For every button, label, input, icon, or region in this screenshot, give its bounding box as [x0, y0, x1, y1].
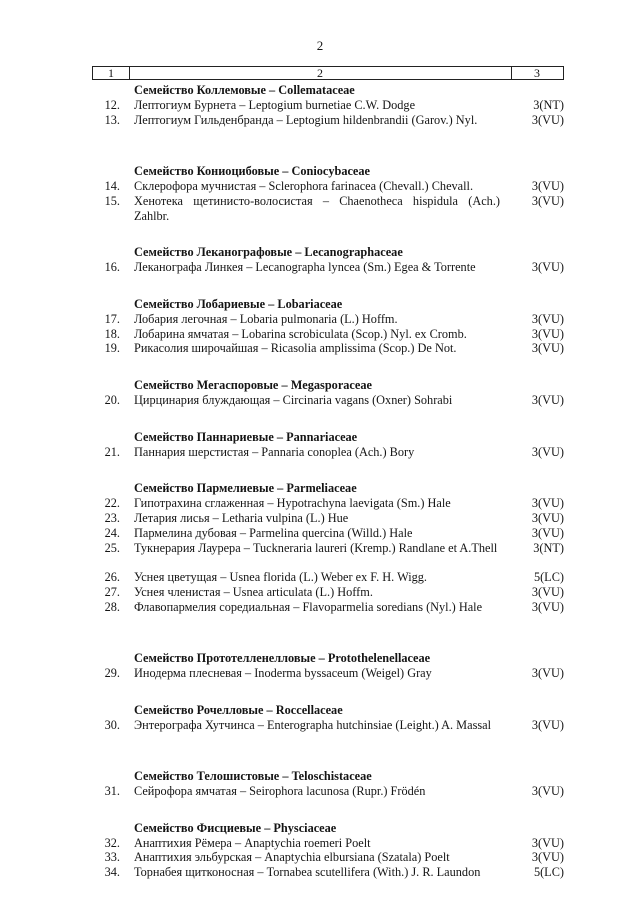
- species-number: 13.: [104, 112, 120, 127]
- species-status: 3(VU): [531, 835, 564, 850]
- family-heading-row: [0, 821, 640, 836]
- species-row: [0, 865, 640, 895]
- header-col-3: 3: [534, 66, 540, 80]
- species-row: [0, 541, 640, 571]
- species-status: 5(LC): [533, 570, 564, 585]
- family-title: Семейство Фисциевые – Physciaceae: [134, 820, 337, 835]
- species-row: [0, 570, 640, 585]
- species-row: [0, 850, 640, 865]
- family-title: Семейство Прототелленелловые – Protothelenellaceae: [134, 651, 431, 666]
- species-status: 3(VU): [531, 510, 564, 525]
- species-number: 25.: [104, 540, 120, 555]
- family-heading-row: [0, 297, 640, 312]
- species-status: 3(NT): [533, 540, 564, 555]
- section-spacer: [0, 681, 640, 703]
- species-number: 28.: [104, 599, 120, 614]
- header-col-2: 2: [129, 67, 512, 79]
- species-name: Лобарина ямчатая – Lobarina scrobiculata (Scop.) Nyl. ex Cromb.: [134, 326, 467, 341]
- species-row: [0, 836, 640, 851]
- species-number: 19.: [104, 341, 120, 356]
- species-status: 3(VU): [531, 496, 564, 511]
- page-number: 2: [316, 38, 324, 53]
- species-number: 18.: [104, 326, 120, 341]
- species-row: [0, 393, 640, 408]
- species-number: 30.: [104, 717, 120, 732]
- species-row: [0, 600, 640, 630]
- table-header: [92, 66, 564, 80]
- species-row: [0, 666, 640, 681]
- species-name: Склерофора мучнистая – Sclerophora farinacea (Chevall.) Chevall.: [134, 178, 474, 193]
- species-number: 16.: [104, 260, 120, 275]
- family-title: Семейство Паннариевые – Pannariaceae: [134, 429, 358, 444]
- family-heading-row: [0, 703, 640, 718]
- species-status: 3(VU): [531, 784, 564, 799]
- family-heading-row: [0, 378, 640, 393]
- species-status: 3(VU): [531, 666, 564, 681]
- species-name: Леканографа Линкея – Lecanographa lyncea (Sm.) Egea & Torrente: [134, 260, 476, 275]
- species-number: 26.: [104, 570, 120, 585]
- section-spacer: [0, 459, 640, 481]
- species-number: 24.: [104, 525, 120, 540]
- species-row: [0, 585, 640, 600]
- species-row: [0, 260, 640, 275]
- species-status: 3(VU): [531, 525, 564, 540]
- family-heading-row: [0, 769, 640, 784]
- family-title: Семейство Леканографовые – Lecanographaceae: [134, 245, 403, 260]
- species-name: Уснея членистая – Usnea articulata (L.) Hoffm.: [134, 584, 373, 599]
- species-row: [0, 341, 640, 356]
- family-heading-row: [0, 651, 640, 666]
- family-heading-row: [0, 430, 640, 445]
- species-status: 3(VU): [531, 112, 564, 127]
- species-status: 3(VU): [531, 584, 564, 599]
- species-name: Рикасолия широчайшая – Ricasolia amplissima (Scop.) De Not.: [134, 341, 457, 356]
- species-status: 3(VU): [531, 311, 564, 326]
- species-name: Летария лисья – Letharia vulpina (L.) Hue: [134, 510, 349, 525]
- species-row: [0, 98, 640, 113]
- species-number: 31.: [104, 784, 120, 799]
- species-name: Торнабея щитконосная – Tornabea scutellifera (With.) J. R. Laundon: [134, 865, 481, 880]
- family-heading-row: [0, 164, 640, 179]
- species-status: 5(LC): [533, 865, 564, 880]
- species-name: Инодерма плесневая – Inoderma byssaceum (Weigel) Gray: [134, 666, 432, 681]
- species-number: 14.: [104, 178, 120, 193]
- family-heading-row: [0, 481, 640, 496]
- species-row: [0, 312, 640, 327]
- family-title: Семейство Кониоцибовые – Coniocybaceae: [134, 164, 371, 179]
- species-row: [0, 445, 640, 460]
- species-name: Пармелина дубовая – Parmelina quercina (Willd.) Hale: [134, 525, 413, 540]
- section-spacer: [0, 356, 640, 378]
- species-number: 29.: [104, 666, 120, 681]
- species-name: Лептогиум Бурнета – Leptogium burnetiae C.W. Dodge: [134, 97, 416, 112]
- header-col-1: 1: [93, 67, 130, 79]
- species-number: 21.: [104, 444, 120, 459]
- species-name: Тукнерария Лаурера – Tuckneraria laureri (Kremp.) Randlane et A.Thell: [134, 540, 498, 555]
- species-name: Анаптихия эльбурская – Anaptychia elbursiana (Szatala) Poelt: [134, 850, 450, 865]
- species-status: 3(VU): [531, 850, 564, 865]
- family-heading-row: [0, 245, 640, 260]
- species-number: 33.: [104, 850, 120, 865]
- species-number: 22.: [104, 496, 120, 511]
- species-row: [0, 718, 640, 748]
- section-spacer: [0, 275, 640, 297]
- family-title: Семейство Коллемовые – Collemataceae: [134, 83, 355, 97]
- species-row: [0, 194, 640, 224]
- family-title: Семейство Пармелиевые – Parmeliaceae: [134, 481, 357, 496]
- species-row: [0, 113, 640, 143]
- species-status: 3(VU): [531, 326, 564, 341]
- species-status: 3(NT): [533, 97, 564, 112]
- species-number: 15.: [104, 193, 120, 208]
- species-status: 3(VU): [531, 193, 564, 208]
- species-number: 12.: [104, 97, 120, 112]
- species-row: [0, 179, 640, 194]
- species-status: 3(VU): [531, 341, 564, 356]
- species-number: 34.: [104, 865, 120, 880]
- species-status: 3(VU): [531, 178, 564, 193]
- species-status: 3(VU): [531, 717, 564, 732]
- section-spacer: [0, 799, 640, 821]
- species-name: Уснея цветущая – Usnea florida (L.) Weber ex F. H. Wigg.: [134, 570, 427, 585]
- species-name: Лептогиум Гильденбранда – Leptogium hildenbrandii (Garov.) Nyl.: [134, 112, 478, 127]
- section-spacer: [0, 223, 640, 245]
- section-spacer: [0, 747, 640, 769]
- species-name: Паннария шерстистая – Pannaria conoplea (Ach.) Bory: [134, 444, 415, 459]
- section-spacer: [0, 629, 640, 651]
- species-status: 3(VU): [531, 599, 564, 614]
- species-number: 20.: [104, 392, 120, 407]
- species-name: Энтерографа Хутчинса – Enterographa hutchinsiae (Leight.) A. Massal: [134, 717, 492, 732]
- species-row: [0, 784, 640, 799]
- family-title: Семейство Мегаспоровые – Megasporaceae: [134, 378, 372, 393]
- species-status: 3(VU): [531, 392, 564, 407]
- species-status: 3(VU): [531, 444, 564, 459]
- species-number: 17.: [104, 311, 120, 326]
- species-name: Цирцинария блуждающая – Circinaria vagans (Oxner) Sohrabi: [134, 392, 453, 407]
- family-title: Семейство Рочелловые – Roccellaceae: [134, 702, 343, 717]
- species-name: Хенотека щетинисто-волосистая – Chaenotheca hispidula (Ach.) Zahlbr.: [134, 193, 500, 223]
- species-row: [0, 327, 640, 342]
- species-status: 3(VU): [531, 260, 564, 275]
- species-number: 27.: [104, 584, 120, 599]
- section-spacer: [0, 408, 640, 430]
- species-number: 23.: [104, 510, 120, 525]
- family-title: Семейство Телошистовые – Teloschistaceae: [134, 769, 372, 784]
- species-row: [0, 526, 640, 541]
- species-name: Флавопармелия соредиальная – Flavoparmelia soredians (Nyl.) Hale: [134, 599, 483, 614]
- species-list: [0, 83, 640, 895]
- species-row: [0, 511, 640, 526]
- species-name: Гипотрахина сглаженная – Hypotrachyna laevigata (Sm.) Hale: [134, 496, 451, 511]
- section-spacer: [0, 142, 640, 164]
- species-row: [0, 496, 640, 511]
- family-title: Семейство Лобариевые – Lobariaceae: [134, 296, 343, 311]
- family-heading-row: [0, 83, 640, 98]
- species-name: Анаптихия Рёмера – Anaptychia roemeri Poelt: [134, 835, 371, 850]
- species-name: Лобария легочная – Lobaria pulmonaria (L.) Hoffm.: [134, 311, 398, 326]
- species-name: Сейрофора ямчатая – Seirophora lacunosa (Rupr.) Frödén: [134, 784, 426, 799]
- species-number: 32.: [104, 835, 120, 850]
